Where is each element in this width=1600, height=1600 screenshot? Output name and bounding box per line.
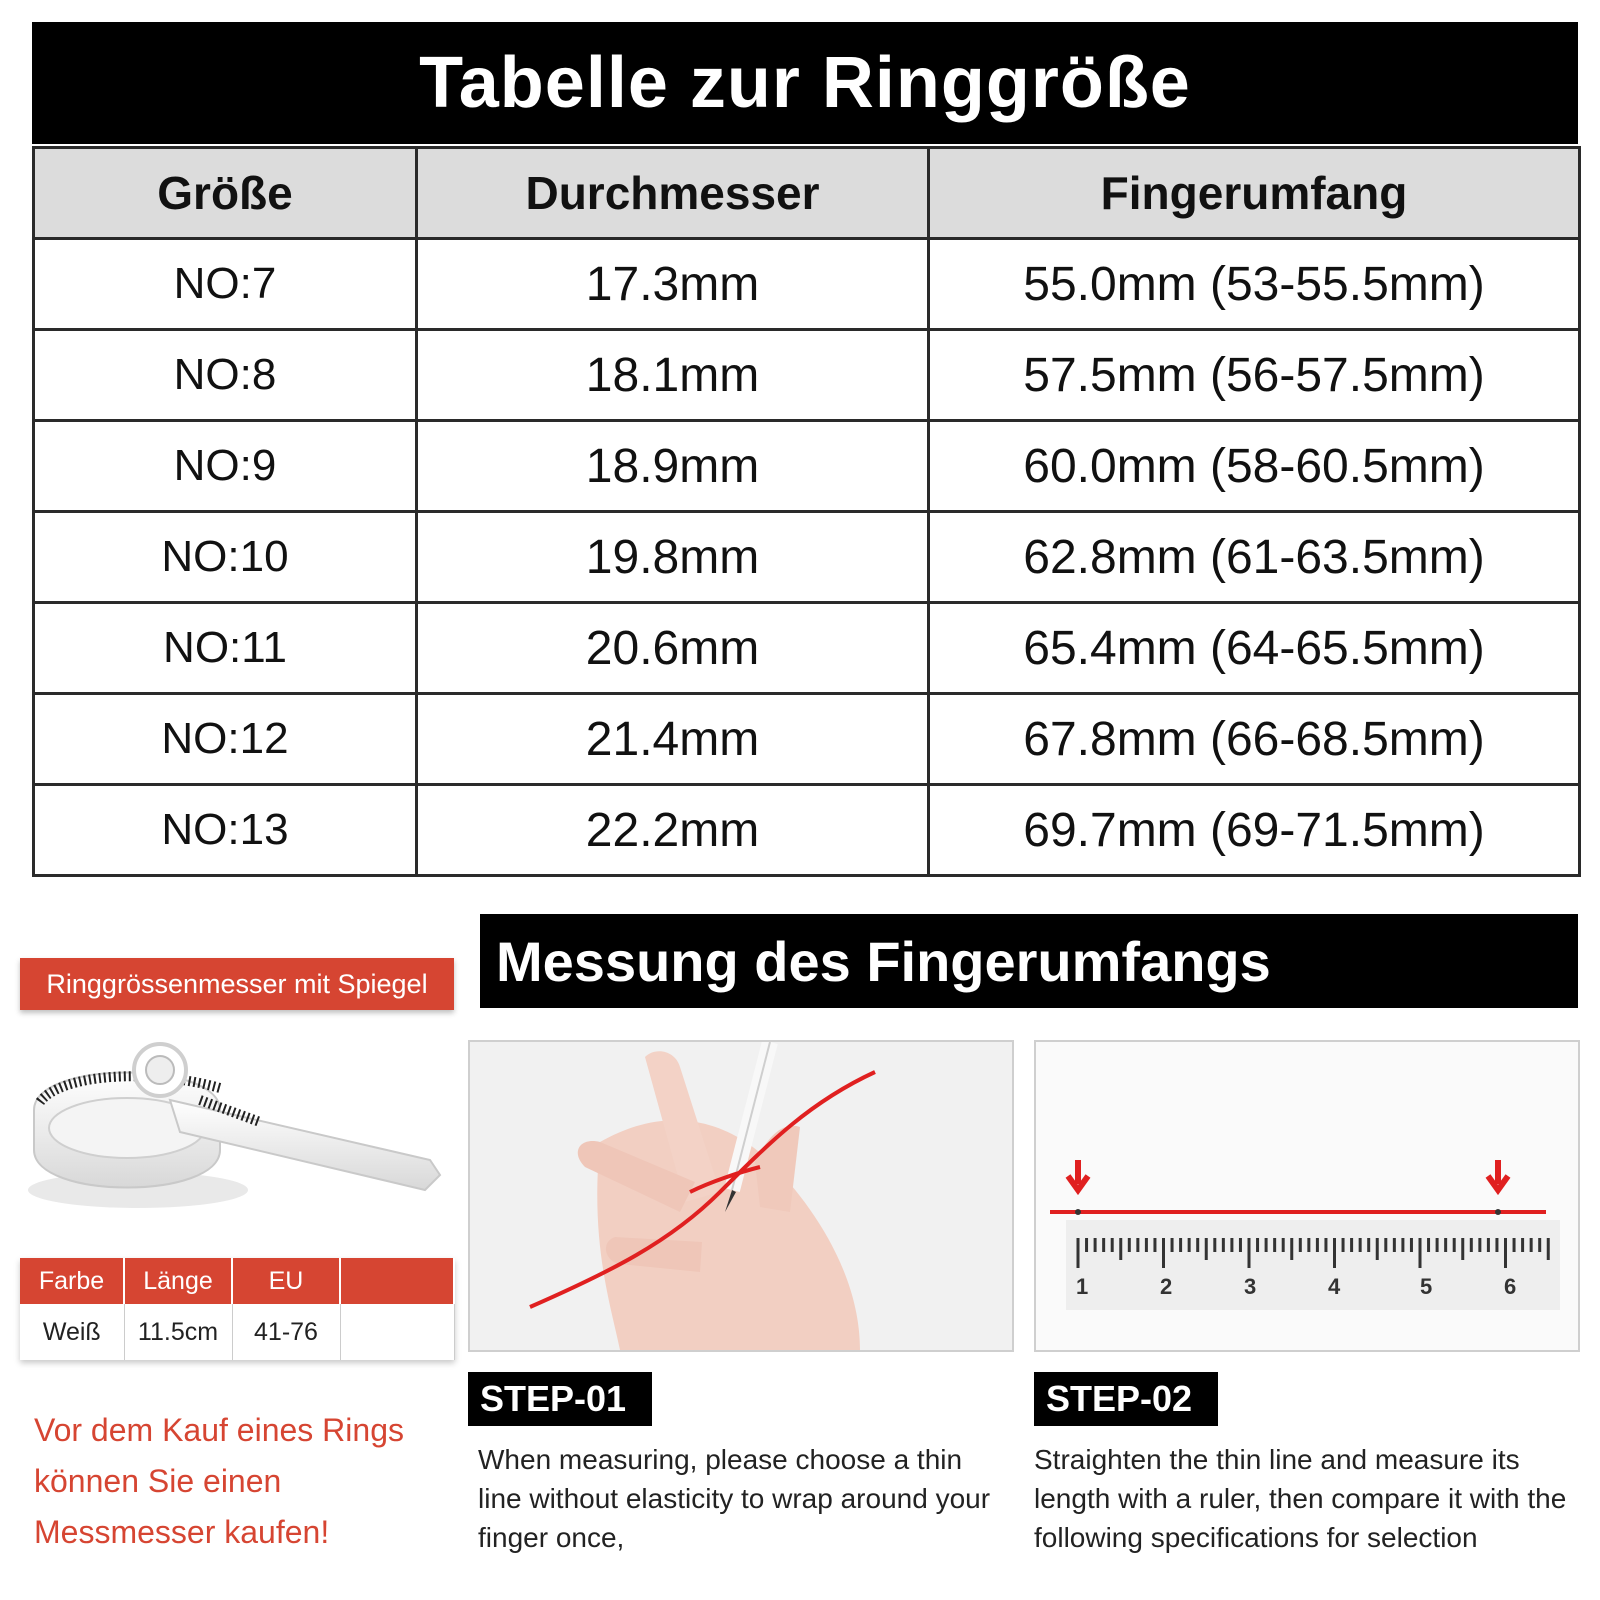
step1-label: STEP-01 [468, 1372, 652, 1426]
table-row [34, 330, 1580, 421]
size-cell: NO:8 [34, 330, 417, 421]
ruler-number: 4 [1328, 1274, 1341, 1299]
spec-value-eu: 41-76 [232, 1304, 340, 1360]
diameter-cell: 18.9mm [417, 421, 929, 512]
circumference-cell: 65.4mm (64-65.5mm) [929, 603, 1580, 694]
diameter-cell: 17.3mm [417, 239, 929, 330]
ruler-number: 5 [1420, 1274, 1433, 1299]
table-row [34, 512, 1580, 603]
spec-value-empty [340, 1304, 454, 1360]
step1-illustration [468, 1040, 1014, 1352]
spec-header-row [20, 1258, 454, 1304]
step2-text: Straighten the thin line and measure its length with a ruler, then compare it with the following specifications for selection [1034, 1444, 1567, 1553]
circumference-cell: 62.8mm (61-63.5mm) [929, 512, 1580, 603]
ring-size-table [32, 146, 1581, 877]
column-header-size: Größe [34, 148, 417, 239]
ring-sizer-icon [20, 1040, 454, 1220]
product-badge: Ringgrössenmesser mit Spiegel [20, 958, 454, 1010]
ruler-icon [1036, 1042, 1578, 1350]
size-cell: NO:11 [34, 603, 417, 694]
diameter-cell: 20.6mm [417, 603, 929, 694]
circumference-cell: 55.0mm (53-55.5mm) [929, 239, 1580, 330]
spec-header-color: Farbe [20, 1258, 124, 1304]
ruler-number: 1 [1076, 1274, 1089, 1299]
table-row [34, 421, 1580, 512]
table-row [34, 603, 1580, 694]
step2-label: STEP-02 [1034, 1372, 1218, 1426]
column-header-diameter: Durchmesser [417, 148, 929, 239]
finger-thread-icon [470, 1042, 1012, 1350]
product-spec-table [20, 1258, 455, 1360]
spec-value-length: 11.5cm [124, 1304, 232, 1360]
ruler-number: 6 [1504, 1274, 1517, 1299]
step2-illustration [1034, 1040, 1580, 1352]
circumference-cell: 67.8mm (66-68.5mm) [929, 694, 1580, 785]
step1-text: When measuring, please choose a thin line without elasticity to wrap around your finger once, [478, 1444, 991, 1553]
circumference-cell: 69.7mm (69-71.5mm) [929, 785, 1580, 876]
diameter-cell: 19.8mm [417, 512, 929, 603]
spec-header-empty [340, 1258, 454, 1304]
spec-header-length: Länge [124, 1258, 232, 1304]
circumference-cell: 57.5mm (56-57.5mm) [929, 330, 1580, 421]
size-cell: NO:7 [34, 239, 417, 330]
spec-value-row [20, 1304, 454, 1360]
diameter-cell: 21.4mm [417, 694, 929, 785]
ruler-number: 2 [1160, 1274, 1173, 1299]
measure-title: Messung des Fingerumfangs [480, 914, 1578, 1008]
size-cell: NO:12 [34, 694, 417, 785]
spec-value-color: Weiß [20, 1304, 124, 1360]
size-cell: NO:10 [34, 512, 417, 603]
purchase-note: Vor dem Kauf eines Rings können Sie einen Messmesser kaufen! [34, 1412, 404, 1550]
spec-header-eu: EU [232, 1258, 340, 1304]
table-row [34, 239, 1580, 330]
diameter-cell: 18.1mm [417, 330, 929, 421]
ruler-number: 3 [1244, 1274, 1257, 1299]
column-header-circumference: Fingerumfang [929, 148, 1580, 239]
size-cell: NO:9 [34, 421, 417, 512]
circumference-cell: 60.0mm (58-60.5mm) [929, 421, 1580, 512]
table-header-row [34, 148, 1580, 239]
table-row [34, 694, 1580, 785]
page-title: Tabelle zur Ringgröße [32, 22, 1578, 144]
diameter-cell: 22.2mm [417, 785, 929, 876]
size-cell: NO:13 [34, 785, 417, 876]
table-row [34, 785, 1580, 876]
